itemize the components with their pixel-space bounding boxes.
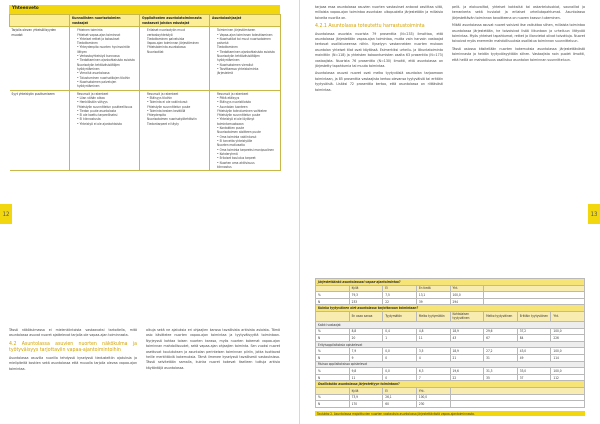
- summary-item: • Oma toiminta vakiintunut: [217, 134, 257, 139]
- summary-item: • Vapaa-ajan toiminnan toteuttaminen: [217, 32, 273, 37]
- summary-item: • Yhteiset retket ja kokoukset: [77, 36, 120, 41]
- table-cell: [316, 311, 350, 321]
- summary-item: • Toiminta ei ole vakiintunut: [147, 100, 188, 105]
- table-cell: 22: [450, 374, 484, 381]
- table-cell: 294: [450, 298, 484, 305]
- summary-item: Tiedottaminen palveluista: [147, 36, 185, 41]
- table-cell: Muissa oppilaitoksissa opiskelevat: [316, 361, 585, 368]
- summary-item: • Kontaktien puute: [217, 126, 245, 131]
- table-cell: 7,9: [349, 348, 383, 355]
- table-cell: %: [316, 368, 350, 375]
- summary-box: [9, 5, 280, 171]
- table-cell: N: [316, 374, 350, 381]
- summary-item: Nuorisotyön tehtäväsisältöjen hyödyntäminen: [217, 54, 260, 63]
- summary-header-cell: Oppilaitosten asuntolatoiminnasta vastaavat johdon edustajat: [140, 15, 210, 27]
- table-cell: 0: [383, 354, 417, 361]
- table-cell: 22: [383, 298, 417, 305]
- table-row: [316, 335, 585, 342]
- table-row: [316, 348, 585, 355]
- page-spine: [299, 0, 300, 424]
- table-cell: 79,3: [349, 292, 383, 299]
- table-cell: 37,2: [517, 328, 551, 335]
- summary-header-cell: Kunnallisten nuorisotoimien vastaajat: [70, 15, 140, 27]
- table-cell: 0,0: [383, 348, 417, 355]
- table-row: [316, 292, 585, 299]
- summary-item: • Nuorten oma aktiivisuus: [217, 160, 255, 165]
- summary-item: • Ei kiinnostusta: [77, 117, 101, 122]
- table-row: [316, 368, 585, 375]
- summary-item: Vapaa-ajan toiminnan järjestäminen: [147, 41, 199, 46]
- table-cell: 37: [517, 374, 551, 381]
- body-paragraph: alkuja sekä ne ajatuksia eri ohjaajien kanssa tavallisista arkisista asioista. Tämä osio käsittelee nuorten vapaa-ajan toimintaa ja tyytyväisyyttä toimintaan. Nyrjeyssä kohtaa toisen nuorten kanssa, myös nuorten kokemat vapaa-ajan toiminnan mahdollisuudet, sekä vapaa-ajan ohjaajien toiminta. Sen vuoksi nuoret asettuvat koulutuksen ja asuntolan perinteisen toiminnan piiriin, jotka tuottavat heille merkittäviä kokemuksia. Tämä ilmenee kyselyssä tavallisesti vastauksissa. Tässä selvitetään samalla, kuinka nuoret kokevat itselleen tuttuja arkisia käytäntöjä asuntolassa.: [146, 328, 280, 370]
- summary-item: • Tiedottaminen ajankohtaisista asioista: [217, 49, 275, 54]
- summary-header-cell: Asuntolaohjaajat: [210, 15, 281, 27]
- group-row: [316, 321, 585, 328]
- summary-item: • Tarvittaessa yhteistoiminta: [217, 67, 259, 71]
- summary-row-label: Syyt yhteistyön puuttumiseen: [10, 90, 70, 171]
- table-cell: 233: [349, 298, 383, 305]
- page-number-left: 12: [0, 204, 12, 224]
- table-cell: 20: [349, 335, 383, 342]
- table-cell: [484, 292, 585, 299]
- summary-item: • Nuorisotilat tai muut nuorisotoimen palvelut: [217, 36, 271, 46]
- summary-item: Erilaiset nuorisotyön muut verkostoyhteistyö: [147, 28, 185, 37]
- summary-item: Yhteistyön suunnittelun puutteellisuus: [77, 104, 133, 109]
- table-cell: Yht.: [416, 387, 450, 394]
- table-cell: 29,6: [484, 328, 518, 335]
- table-cell: 100,0: [551, 328, 585, 335]
- page-number-right: 13: [588, 204, 600, 224]
- summary-item: Nuorisotoimen nuorisotyötehtäviin: [147, 117, 197, 122]
- summary-item: Tiedottaminen: [77, 41, 98, 46]
- summary-item: • Erilaiset koulutus tarpeet: [217, 156, 256, 161]
- question-row: [316, 279, 585, 286]
- table-cell: 170: [349, 401, 383, 408]
- table-caption: Taulukko 2. Asuntolassa majoittuvien nuorten vastauksia asuntolassa järjestettävästä vapaa-ajantoiminnasta.: [315, 411, 585, 416]
- summary-item: järjestelmä: [217, 71, 234, 76]
- data-table-box: [315, 278, 585, 408]
- header-row: [316, 285, 585, 292]
- table-cell: 11: [416, 335, 450, 342]
- table-cell: [484, 298, 585, 305]
- summary-title: Yhteenveto: [9, 5, 280, 14]
- summary-item: Yhteinen toiminta: [77, 28, 103, 33]
- table-cell: 0: [383, 374, 417, 381]
- summary-item: Yhteydenpito: [147, 113, 167, 118]
- table-cell: %: [316, 394, 350, 401]
- table-cell: 11: [349, 374, 383, 381]
- summary-item: Resurssit ja rakenteet: [217, 91, 249, 96]
- table-cell: 9,8: [349, 368, 383, 375]
- table-cell: 73,9: [349, 394, 383, 401]
- table-cell: 0,0: [383, 368, 417, 375]
- table-row: [316, 394, 585, 401]
- body-paragraph: Tässä osiossa käsitellään nuorten kokemuksia asuntolassa järjestettävästä toiminnasta ja heidän tyytyväisyyttään siihen. Vastaajista noin puolet ilmoitti, että heillä on mahdollisuus osallistua asuntolan toiminnan suunnitteluun.: [452, 46, 585, 62]
- table-cell: 112: [551, 374, 585, 381]
- question-row: [316, 381, 585, 388]
- table-cell: N: [316, 354, 350, 361]
- table-cell: Ei: [383, 387, 417, 394]
- table-row: [316, 328, 585, 335]
- summary-cell: [70, 27, 140, 90]
- summary-cell: [70, 90, 140, 171]
- summary-item: • Yhteistyö ei ole löytänyt toimintamuotoaan: [217, 117, 255, 126]
- table-cell: 3,5: [416, 348, 450, 355]
- table-row: [316, 354, 585, 361]
- table-cell: [450, 394, 585, 401]
- table-cell: %: [316, 328, 350, 335]
- summary-item: • Yhteistyö ei ole ajankohtaista: [77, 121, 122, 126]
- table-cell: 0,4: [383, 328, 417, 335]
- table-cell: Osallistutko asuntolassa järjestettyyn toimintaan?: [316, 381, 585, 388]
- summary-item: Nuorisotilat: [147, 49, 164, 54]
- table-cell: 31: [484, 354, 518, 361]
- table-cell: 27,2: [484, 348, 518, 355]
- left-text-col2: [146, 328, 280, 418]
- table-cell: 43,0: [517, 348, 551, 355]
- table-cell: 7,5: [383, 292, 417, 299]
- table-cell: N: [316, 335, 350, 342]
- summary-item: Yhteistyön suunnittelun puute: [147, 104, 191, 109]
- summary-item: Yhteistyön toteutuminen vaihtelee: [217, 108, 267, 113]
- summary-item: • Pitkä etäisyys: [217, 95, 240, 100]
- summary-row: [10, 27, 281, 90]
- table-cell: Kohtalaisen tyytyväinen: [450, 311, 484, 321]
- section-heading: 4.2 Asuntolassa asuvien nuorten näkökulma ja työtyväisyys tarjottaviin vapaa-ajantoimintoihin: [9, 340, 137, 354]
- table-cell: 100,0: [416, 394, 450, 401]
- table-cell: 43: [450, 335, 484, 342]
- summary-item: • Tiedottaminen ajankohtaisista asioista: [77, 58, 135, 63]
- table-cell: N: [316, 401, 350, 408]
- summary-item: Nuorisotoimen aloitteen puute: [217, 130, 261, 135]
- summary-item: Tiedottaminen: [217, 45, 238, 50]
- table-cell: [450, 401, 585, 408]
- table-cell: Kaikki vastaajat: [316, 321, 585, 328]
- right-text-col1: [315, 5, 443, 273]
- intro-paragraph: Tässä näkökulmassa ei mielenkiintoista vastaavaksi tarkoitella, mitä asuntolassa asuvat nuoret ajattelevat tarjolla ole vapaa-ajan toiminnasta.: [9, 328, 137, 338]
- table-cell: 1: [383, 335, 417, 342]
- data-table: [315, 278, 585, 408]
- table-cell: 60: [383, 401, 417, 408]
- body-paragraph: Mikäli asuntolassa asuvat nuoret voisivat itse vaikuttaa siihen, millaista toimintaa asuntolassa järjestetään, he toivoisivat lisää liikuntaan ja urheiluun liittyvää toimintaa. Myös yhteiset tapahtumat, retket ja illanvietot olivat toivottuja. Nuoret toivoivat myös enemmän mahdollisuuksia osallistua toiminnan suunnitteluun.: [452, 23, 585, 44]
- table-cell: 13,1: [416, 292, 450, 299]
- table-cell: En osaa sanoa: [349, 311, 383, 321]
- table-cell: 67: [484, 335, 518, 342]
- summary-item: • Ei tarvetta yhteistyölle: [217, 139, 253, 143]
- summary-item: Resurssit ja rakenteet: [77, 91, 109, 96]
- summary-item: Toimiminen järjestämiseen: [217, 28, 256, 33]
- summary-item: Yhteistyön suunnittelun puute: [217, 113, 261, 118]
- summary-item: • Etäisyys tiloihin: [147, 95, 173, 100]
- table-cell: 6,3: [416, 368, 450, 375]
- table-cell: 8,8: [349, 328, 383, 335]
- summary-row: [10, 90, 281, 171]
- table-cell: %: [316, 348, 350, 355]
- table-cell: Erittäin tyytyväinen: [517, 311, 551, 321]
- question-row: [316, 305, 585, 312]
- summary-item: Tiedontarpeet ei täyty: [147, 121, 179, 126]
- group-row: [316, 361, 585, 368]
- header-row: [316, 311, 585, 321]
- table-cell: Kuinka tyytyväinen olet asuntolassa tarjottavaan toimintaan?: [316, 305, 585, 312]
- summary-item: • Tiedon puute asuntolasta: [77, 108, 117, 113]
- table-cell: 84: [517, 335, 551, 342]
- table-cell: [484, 285, 585, 292]
- table-cell: Melko tyytyväinen: [484, 311, 518, 321]
- table-row: [316, 298, 585, 305]
- summary-item: • Etäisyys nuoristiloista: [217, 100, 251, 105]
- table-cell: N: [316, 298, 350, 305]
- table-cell: 230: [416, 401, 450, 408]
- table-cell: Järjestetäänkö asuntolassasi vapaa-ajantoimintaa?: [316, 279, 585, 286]
- summary-item: • Henkilöstön vähyys: [77, 100, 108, 105]
- subsection-heading: 4.2.1 Asuntolassa toteutettu harrastustoiminta: [315, 23, 425, 30]
- body-paragraph: Asuntolassa asuvista nuorista 79 prosenttia (N=233) ilmoittaa, että asuntolassa järjestetään vapaa-ajan toimintaa, mutta vain harvoin vastaajat kertovat osallistuneensa niihin. Kyselyyn vastanneiden nuorten mukaan asuntolan yhteiset tilat ovat käytössä. Esimerkiksi urheilu- ja liikuntatoiminta mainittiin (N=118) ja yhteisten kokoontumisten osalta 63 prosenttia (N=173) vastaajista. Nuorista 76 prosenttia (N=130) ilmoitti, että asuntolassa on järjestetty tapahtumia tai muuta toimintaa.: [315, 31, 443, 69]
- summary-item: • Nuorisotoimen palvelujen hyödyntäminen: [77, 79, 117, 89]
- summary-item: • Kohderyhmä: [217, 151, 238, 156]
- summary-item: • Nuorisotoimen vierailut: [217, 62, 254, 67]
- table-cell: 35: [484, 374, 518, 381]
- summary-item: • Toiminta kesken keväällä: [147, 108, 186, 113]
- summary-item: • Tutustuminen nuorisotilojen tiloihin: [77, 75, 131, 80]
- table-cell: 114: [551, 354, 585, 361]
- summary-cell: [210, 90, 281, 171]
- summary-item: Resurssit ja rakenteet: [147, 91, 179, 96]
- summary-row-label: Tarjolla olevan yhteisöllisyyden muodot: [10, 27, 70, 90]
- table-cell: 100,0: [551, 368, 585, 375]
- summary-item: Yhteistoiminta asuntolassa: [147, 45, 186, 50]
- summary-item: • Verkostoyhteistyö kunnassa: [77, 54, 120, 59]
- summary-item: • Asuntolan luonteen: [217, 104, 248, 109]
- table-cell: Erityisoppilaitoksia opiskelevat: [316, 341, 585, 348]
- body-paragraph: Asuntolassa asuvat nuoret ovat melko tyytyväisiä asuntolan tarjoamaan toimintaan, ja 85 prosenttia vastaajista kertoo olevansa tyytyväisiä tai erittäin tyytyväisiä. Lisäksi 72 prosenttia kertoo, että asuntolassa on riittävästi toimintaa.: [315, 71, 443, 92]
- summary-item: Nuorten motivaatio: [217, 143, 245, 148]
- table-cell: Yht.: [450, 285, 484, 292]
- body-paragraph: Asuntolassa asuvilla nuorilla tehdyssä kyselyssä tiedusteltiin ajatuksia ja mielipiteitä koskien sekä asuntolassa että muualla tarjolla olevaa vapaa-ajan toimintaa.: [9, 355, 137, 371]
- left-text-col1: [9, 328, 137, 418]
- summary-cell: [210, 27, 281, 90]
- header-row: [316, 387, 585, 394]
- right-text-col2: [452, 5, 585, 273]
- summary-header-row: [10, 15, 281, 27]
- table-cell: [450, 387, 585, 394]
- summary-item: Nuorisotyön tehtäväsisältöjen hyödyntäminen: [77, 62, 120, 71]
- table-cell: 18,9: [450, 348, 484, 355]
- table-cell: Kyllä: [349, 285, 383, 292]
- table-cell: %: [316, 292, 350, 299]
- table-cell: 9: [349, 354, 383, 361]
- summary-item: • Vierailut asuntolassa: [77, 71, 110, 76]
- table-row: [316, 374, 585, 381]
- table-cell: 39: [416, 298, 450, 305]
- table-cell: 21: [450, 354, 484, 361]
- summary-cell: [140, 27, 210, 90]
- summary-item: kiinnostus: [217, 164, 232, 169]
- table-cell: Kyllä: [349, 387, 383, 394]
- table-cell: 33,0: [517, 368, 551, 375]
- table-cell: Melko tyytymätön: [416, 311, 450, 321]
- group-row: [316, 341, 585, 348]
- table-cell: 100,0: [551, 348, 585, 355]
- summary-item: • Oma toiminta tarpeeksi monipuolinen: [217, 147, 275, 152]
- summary-cell: [140, 90, 210, 171]
- table-cell: Ei: [383, 285, 417, 292]
- table-cell: 100,0: [450, 292, 484, 299]
- table-cell: 49: [517, 354, 551, 361]
- body-paragraph: tarjoaa essa asuntolassa asuvien nuorten vastaukset antavat osviittaa siitä, millaista vapaa-ajan toimintaa asuntolan ulkopuolella järjestetään ja millaisia toiveita nuorilla on.: [315, 5, 443, 20]
- summary-header-cell: [10, 15, 70, 27]
- body-paragraph: pelit- ja elokuvailtat, yhteiset kokkailut tai askartelutuokiot, saunaillat ja kerrankerta sekä huvialat ja erilaiset urheilutapahtumat. Asuntolassa järjestettävän toiminnan tavoitteena on nuoren kasvun tukeminen.: [452, 5, 585, 20]
- table-cell: En tiedä: [416, 285, 450, 292]
- summary-item: • Liian vähän aikaa: [77, 95, 105, 100]
- summary-item: Yhteiset vapaa-ajan toiminnat: [77, 32, 121, 37]
- table-cell: 7: [416, 374, 450, 381]
- table-cell: [316, 285, 350, 292]
- table-cell: 4: [416, 354, 450, 361]
- table-cell: 18,9: [450, 328, 484, 335]
- summary-item: • Yhteydenpito nuorten hyvinvointiin liittyen: [77, 45, 131, 54]
- table-cell: Yht.: [551, 311, 585, 321]
- table-cell: 31,3: [484, 368, 518, 375]
- table-cell: [316, 387, 350, 394]
- table-cell: 19,6: [450, 368, 484, 375]
- table-cell: 4,8: [416, 328, 450, 335]
- table-cell: Tyytymätön: [383, 311, 417, 321]
- table-cell: 26,1: [383, 394, 417, 401]
- table-cell: 226: [551, 335, 585, 342]
- summary-item: • Ei ole koettu tarpeelliseksi: [77, 113, 118, 118]
- summary-table: [9, 14, 281, 171]
- table-row: [316, 401, 585, 408]
